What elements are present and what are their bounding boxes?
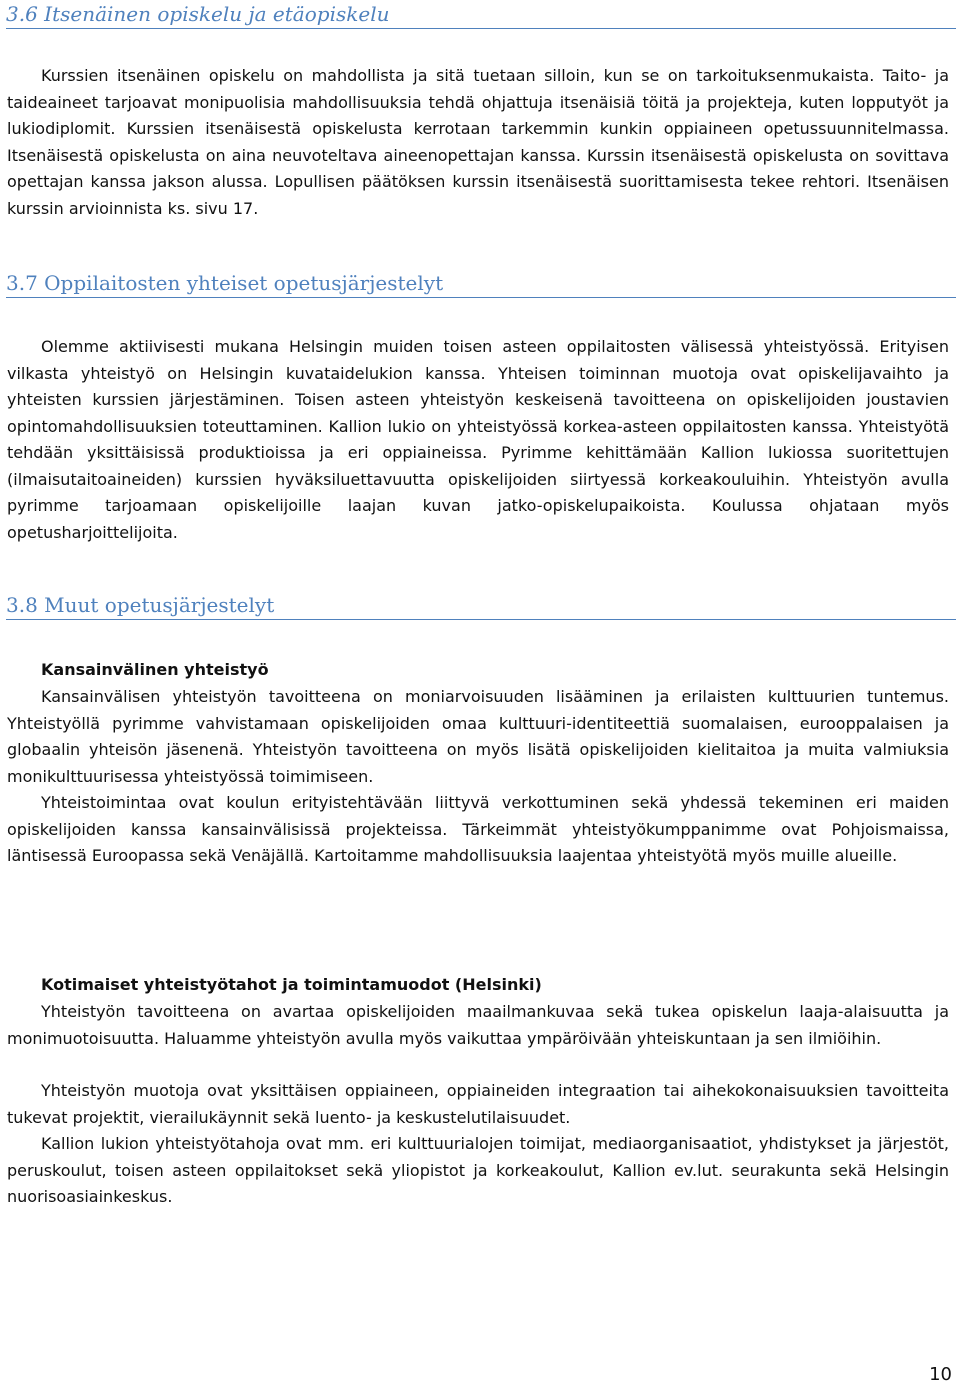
international-paragraph-1: Kansainvälisen yhteistyön tavoitteena on moniarvoisuuden lisääminen ja erilaisten kulttuurien tuntemus. Yhteistyöllä pyrimme vahvistamaan opiskelijoiden omaa kulttuuri-identiteettiä suomalaisen, eurooppalaisen ja globaalin yhteisön jäsenenä. Yhteistyön tavoitteena on myös lisätä opiskelijoiden kielitaitoa ja muita valmiuksia monikulttuurisessa yhteistyössä toimimiseen. — [7, 687, 949, 786]
domestic-paragraph-2: Yhteistyön muotoja ovat yksittäisen oppiaineen, oppiaineiden integraation tai aihekokonaisuuksien tavoitteita tukevat projektit, vierailukäynnit sekä luento- ja keskustelutilaisuudet. — [7, 1081, 949, 1127]
section-3-6-title: 3.6 Itsenäinen opiskelu ja etäopiskelu — [6, 2, 956, 29]
section-3-6-body: Kurssien itsenäinen opiskelu on mahdollista ja sitä tuetaan silloin, kun se on tarkoituksenmukaista. Taito- ja taideaineet tarjoavat monipuolisia mahdollisuuksia tehdä ohjattuja itsenäisiä töitä ja projekteja, kuten lopputyöt ja lukiodiplomit. Kurssien itsenäisestä opiskelusta kerrotaan tarkemmin kunkin oppiaineen opetussuunnitelmassa. Itsenäisestä opiskelusta on aina neuvoteltava aineenopettajan kanssa. Kurssin itsenäisestä opiskelusta on sovittava opettajan kanssa jakson alussa. Lopullisen päätöksen kurssin itsenäisestä suorittamisesta tekee rehtori. Itsenäisen kurssin arvioinnista ks. sivu 17. — [7, 66, 949, 218]
page-number: 10 — [929, 1364, 952, 1385]
section-3-7-title: 3.7 Oppilaitosten yhteiset opetusjärjestelyt — [6, 271, 956, 298]
section-3-7-body: Olemme aktiivisesti mukana Helsingin muiden toisen asteen oppilaitosten välisessä yhteistyössä. Erityisen vilkasta yhteistyö on Helsingin kuvataidelukion kanssa. Yhteisen toiminnan muotoja ovat opiskelijavaihto ja yhteisten kurssien järjestäminen. Toisen asteen yhteistyön keskeisenä tavoitteena on opiskelijoiden joustavien opintomahdollisuuksien toteuttaminen. Kallion lukio on yhteistyössä korkea-asteen oppilaitosten kanssa. Yhteistyötä tehdään yksittäisissä produktioissa ja eri oppiaineissa. Pyrimme kehittämään Kallion lukiossa suoritettujen (ilmaisutaitoaineiden) kurssien hyväksiluettavuutta opiskelijoiden siirtyessä korkeakouluihin. Yhteistyön avulla pyrimme tarjoamaan opiskelijoille laajan kuvan jatko-opiskelupaikoista. Koulussa ohjataan myös opetusharjoittelijoita. — [7, 337, 949, 542]
international-paragraph-2: Yhteistoimintaa ovat koulun erityistehtävään liittyvä verkottuminen sekä yhdessä tekeminen eri maiden opiskelijoiden kanssa kansainvälisissä projekteissa. Tärkeimmät yhteistyökumppanimme ovat Pohjoismaissa, läntisessä Euroopassa sekä Venäjällä. Kartoitamme mahdollisuuksia laajentaa yhteistyötä myös muille alueille. — [7, 793, 949, 865]
domestic-heading: Kotimaiset yhteistyötahot ja toimintamuodot (Helsinki) — [41, 975, 542, 994]
section-3-8-title: 3.8 Muut opetusjärjestelyt — [6, 593, 956, 620]
domestic-paragraph-3: Kallion lukion yhteistyötahoja ovat mm. eri kulttuurialojen toimijat, mediaorganisaatiot, yhdistykset ja järjestöt, peruskoulut, toisen asteen oppilaitokset sekä yliopistot ja korkeakoulut, Kallion ev.lut. seurakunta sekä Helsingin nuorisoasiainkeskus. — [7, 1134, 949, 1206]
domestic-paragraph-1: Yhteistyön tavoitteena on avartaa opiskelijoiden maailmankuvaa sekä tukea opiskelun laaja-alaisuutta ja monimuotoisuutta. Haluamme yhteistyön avulla myös vaikuttaa ympäröivään yhteiskuntaan ja sen ilmiöihin. — [7, 1002, 949, 1048]
international-heading: Kansainvälinen yhteistyö — [41, 660, 269, 679]
